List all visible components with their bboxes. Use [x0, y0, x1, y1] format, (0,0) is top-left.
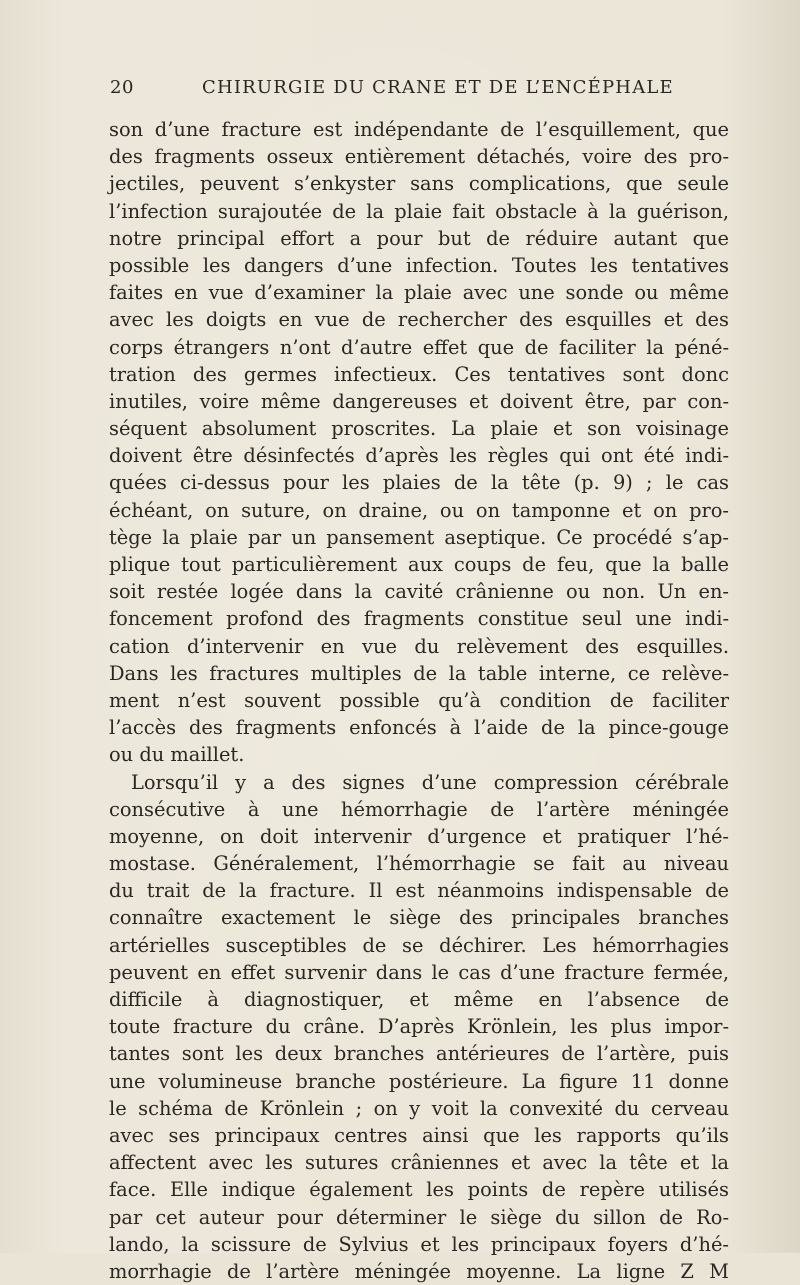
text-line: affectent avec les sutures crâniennes et avec la tête et la	[109, 1151, 729, 1175]
text-line: quées ci-dessus pour les plaies de la tête (p. 9) ; le cas	[109, 471, 729, 495]
text-line: l’accès des fragments enfoncés à l’aide de la pince-gouge	[109, 716, 729, 740]
text-line: lando, la scissure de Sylvius et les principaux foyers d’hé-	[109, 1232, 729, 1256]
text-line: morrhagie de l’artère méningée moyenne. La ligne Z M	[109, 1259, 729, 1283]
text-line: une volumineuse branche postérieure. La figure 11 donne	[109, 1069, 729, 1093]
text-line: par cet auteur pour déterminer le siège du sillon de Ro-	[109, 1205, 729, 1229]
text-line: connaître exactement le siège des principales branches	[109, 906, 729, 930]
text-line: corps étrangers n’ont d’autre effet que de faciliter la péné-	[109, 335, 729, 359]
text-line: artérielles susceptibles de se déchirer. Les hémorrhagies	[109, 933, 729, 957]
text-line: jectiles, peuvent s’enkyster sans complications, que seule	[109, 172, 729, 196]
text-line: Lorsqu’il y a des signes d’une compression cérébrale	[131, 770, 729, 794]
text-line: soit restée logée dans la cavité crânienne ou non. Un en-	[109, 580, 729, 604]
text-line: inutiles, voire même dangereuses et doivent être, par con-	[109, 389, 729, 413]
text-line: ou du maillet.	[109, 743, 245, 767]
text-line: tantes sont les deux branches antérieures de l’artère, puis	[109, 1042, 729, 1066]
text-line: plique tout particulièrement aux coups de feu, que la balle	[109, 553, 729, 576]
running-title: CHIRURGIE DU CRANE ET DE L’ENCÉPHALE	[202, 77, 674, 98]
text-line: toute fracture du crâne. D’après Krönlein, les plus impor-	[109, 1015, 729, 1039]
text-line: peuvent en effet survenir dans le cas d’une fracture fermée,	[109, 960, 729, 984]
text-line: doivent être désinfectés d’après les règles qui ont été indi-	[109, 444, 729, 468]
text-line: du trait de la fracture. Il est néanmoins indispensable de	[109, 879, 729, 903]
text-line: cation d’intervenir en vue du relèvement des esquilles.	[109, 634, 729, 658]
running-head	[110, 77, 730, 103]
text-line: avec ses principaux centres ainsi que les rapports qu’ils	[109, 1123, 729, 1147]
text-line: son d’une fracture est indépendante de l’esquillement, que	[109, 118, 729, 141]
text-line: avec les doigts en vue de rechercher des esquilles et des	[109, 308, 729, 332]
text-line: mostase. Généralement, l’hémorrhagie se fait au niveau	[109, 852, 729, 876]
text-line: possible les dangers d’une infection. Toutes les tentatives	[109, 253, 729, 277]
text-line: face. Elle indique également les points de repère utilisés	[109, 1178, 729, 1202]
text-line: moyenne, on doit intervenir d’urgence et pratiquer l’hé-	[109, 824, 729, 848]
text-line: séquent absolument proscrites. La plaie et son voisinage	[109, 417, 729, 441]
text-line: l’infection surajoutée de la plaie fait obstacle à la guérison,	[109, 199, 729, 223]
text-line: tège la plaie par un pansement aseptique. Ce procédé s’ap-	[109, 525, 729, 549]
text-line: tration des germes infectieux. Ces tentatives sont donc	[109, 362, 729, 386]
text-line: des fragments osseux entièrement détachés, voire des pro-	[109, 145, 729, 169]
text-line: Dans les fractures multiples de la table interne, ce relève-	[109, 661, 729, 685]
text-line: faites en vue d’examiner la plaie avec une sonde ou même	[109, 281, 729, 305]
text-line: échéant, on suture, on draine, ou on tamponne et on pro-	[109, 498, 729, 522]
page-number: 20	[110, 77, 134, 98]
body-text	[109, 116, 729, 1285]
text-line: difficile à diagnostiquer, et même en l’absence de	[109, 988, 729, 1011]
text-line: consécutive à une hémorrhagie de l’artère méningée	[109, 797, 729, 821]
text-line: notre principal effort a pour but de réduire autant que	[109, 226, 729, 250]
text-line: foncement profond des fragments constitue seul une indi-	[109, 607, 729, 631]
text-line: ment n’est souvent possible qu’à condition de faciliter	[109, 688, 729, 712]
text-line: le schéma de Krönlein ; on y voit la convexité du cerveau	[109, 1096, 729, 1120]
